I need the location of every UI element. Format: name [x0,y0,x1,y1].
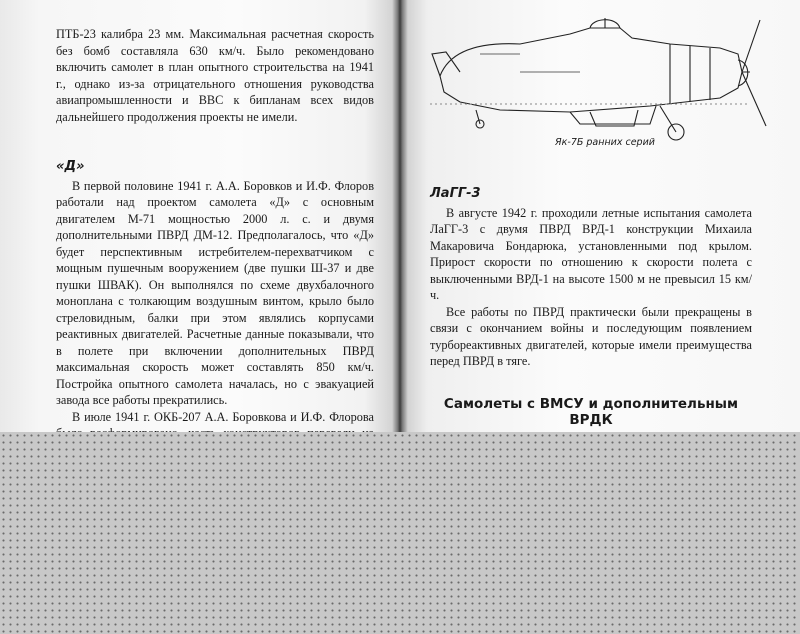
cowling-lines [670,44,710,104]
dotted-mask-overlay [0,432,800,634]
heading-lagg: ЛаГГ-3 [430,186,481,201]
left-paragraph-2: В первой половине 1941 г. А.А. Боровков и И.Ф. Флоров работали над проектом самолета «Д» с основным двигателем М-71 мощностью 2000 л. с. и двумя дополнительными ПВРД ДМ-12. Предполагалось, что «Д» будет перспективным истребителем-перехватчиком с мощным пушечным вооружением (две пушки Ш-37 и две пушки ШВАК). Он выполнялся по схеме двухбалочного моноплана с толкающим воздушным винтом, крыло было стреловидным, балки при этом являлись корпусами реактивных двигателей. Расчетные данные показывали, что в полете при включении дополнительных ПВРД максимальная скорость может составлять 850 км/ч. Постройка опытного самолета началась, но с эвакуацией завода все работы прекратились. [56,178,374,407]
figure-caption: Як-7Б ранних серий [555,137,655,148]
propeller [742,20,766,126]
fuselage-outline [440,28,742,112]
right-paragraph-1: В августе 1942 г. проходили летные испытания самолета ЛаГГ-3 с двумя ПВРД ВРД-1 конструкции Михаила Макаровича Бондарюка, установленными под крылом. Прирост скорости по отношению к скорости полета с выключенными ВРД-1 на высоте 1500 м не превысил 15 км/ч. [430,205,752,302]
heading-d: «Д» [56,159,85,174]
left-paragraph-1: ПТБ-23 калибра 23 мм. Максимальная расчетная скорость без бомб составляла 630 км/ч. Было рекомендовано включить самолет в план опытного строительства на 1941 г., однако из-за отрицательного отношения руководства авиапромышленности и ВВС к бипланам всех видов дальнейшего продолжения проекты не имели. [56,27,374,124]
right-paragraph-2: Все работы по ПВРД практически были прекращены в связи с окончанием войны и последующим появлением турбореактивных двигателей, которые имели преимущества перед ПВРД в тяге. [430,304,752,368]
landing-gear [660,106,684,140]
tail-wheel [476,110,484,128]
left-paragraph-3: В июле 1941 г. ОКБ-207 А.А. Боровкова и И.Ф. Флорова [72,409,374,424]
section-heading: Самолеты с ВМСУ и дополнительным ВРДК [443,395,739,428]
